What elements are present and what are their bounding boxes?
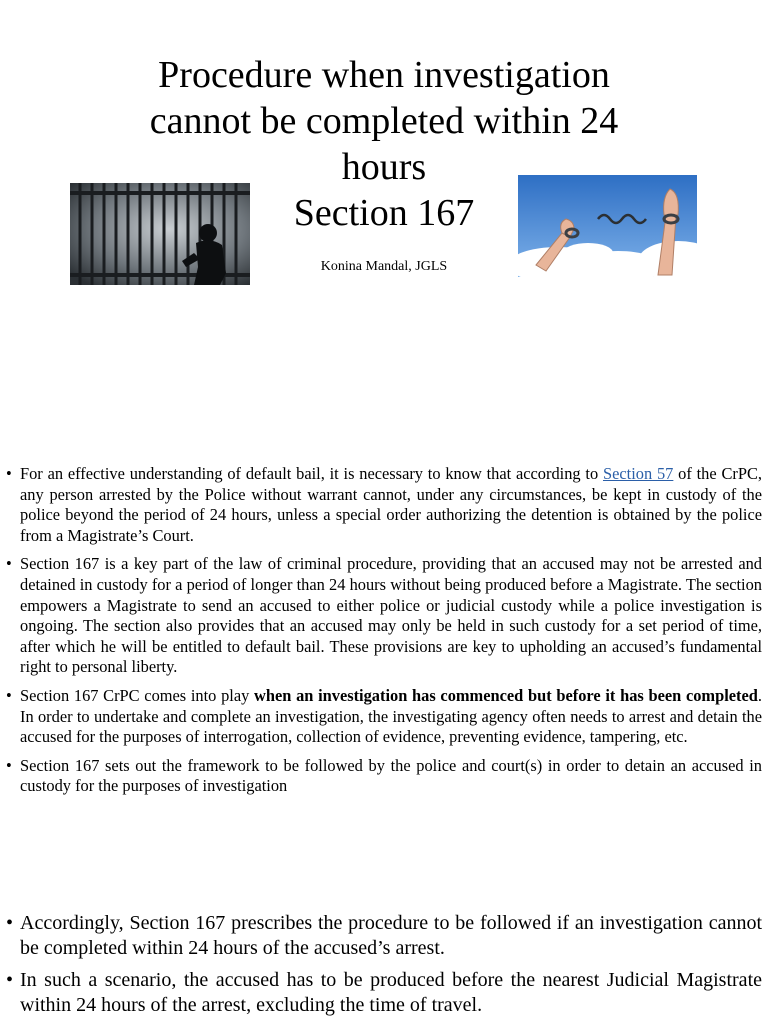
title-line: cannot be completed within 24 (149, 100, 619, 142)
text-span: . In order to undertake and complete an investigation, the investigating agency often needs to arrest and detain the accused for the purposes of interrogation, collection of evidence, preventing evidence, tampering, etc. (20, 685, 762, 747)
text-span: In such a scenario, the accused has to be produced before the nearest Judicial Magistrate within 24 hours of the arrest, excluding the time of travel. (20, 969, 762, 1016)
text-span: Section 167 is a key part of the law of criminal procedure, providing that an accused may not be arrested and detained in custody for a period of longer than 24 hours without being produced before a Magistrate. The section empowers a Magistrate to send an accused to either police or judicial custody while a police investigation is ongoing. The section also provides that an accused may only be held in such custody for a set period of time, after which he will be entitled to default bail. These provisions are key to upholding an accused’s fundamental right to personal liberty. (20, 554, 762, 677)
bullet-list (6, 464, 762, 805)
list-item (6, 911, 762, 960)
list-item (6, 756, 762, 797)
text-span: For an effective understanding of default bail, it is necessary to know that according to (20, 464, 603, 483)
title-line: hours (341, 146, 427, 188)
bullet-list (6, 911, 762, 1025)
text-span: Section 167 sets out the framework to be followed by the police and court(s) in order to detain an accused in custody for the purposes of investigation (20, 755, 762, 796)
broken-handcuffs-image (518, 175, 697, 277)
title-slide (0, 0, 768, 300)
text-span: Section 167 CrPC comes into play (20, 685, 255, 705)
text-span: Accordingly, Section 167 prescribes the procedure to be followed if an investigation cannot be completed within 24 hours of the accused’s arrest. (20, 912, 762, 959)
title-line: Section 167 (293, 192, 475, 234)
list-item (6, 686, 762, 748)
author-credit: Konina Mandal, JGLS (320, 259, 448, 274)
list-item (6, 464, 762, 546)
bullet-dot: • (6, 464, 12, 483)
bullet-dot: • (6, 969, 14, 991)
list-item (6, 968, 762, 1017)
list-item (6, 554, 762, 678)
bullet-dot: • (6, 912, 14, 934)
bullet-dot: • (6, 554, 12, 574)
text-span: of the CrPC, any person arrested by the Police without warrant cannot, under any circumstances, be kept in custody of the police beyond the period of 24 hours, unless a special order authorizing the detention is obtained by the police from a Magistrate’s Court. (20, 464, 763, 545)
bullet-dot: • (6, 685, 12, 705)
section-57-link[interactable]: Section 57 (602, 464, 674, 483)
bold-text: when an investigation has commenced but before it has been completed (254, 685, 758, 705)
title-line: Procedure when investigation (158, 54, 610, 96)
jail-cell-image (70, 183, 250, 285)
bullet-dot: • (6, 755, 12, 775)
